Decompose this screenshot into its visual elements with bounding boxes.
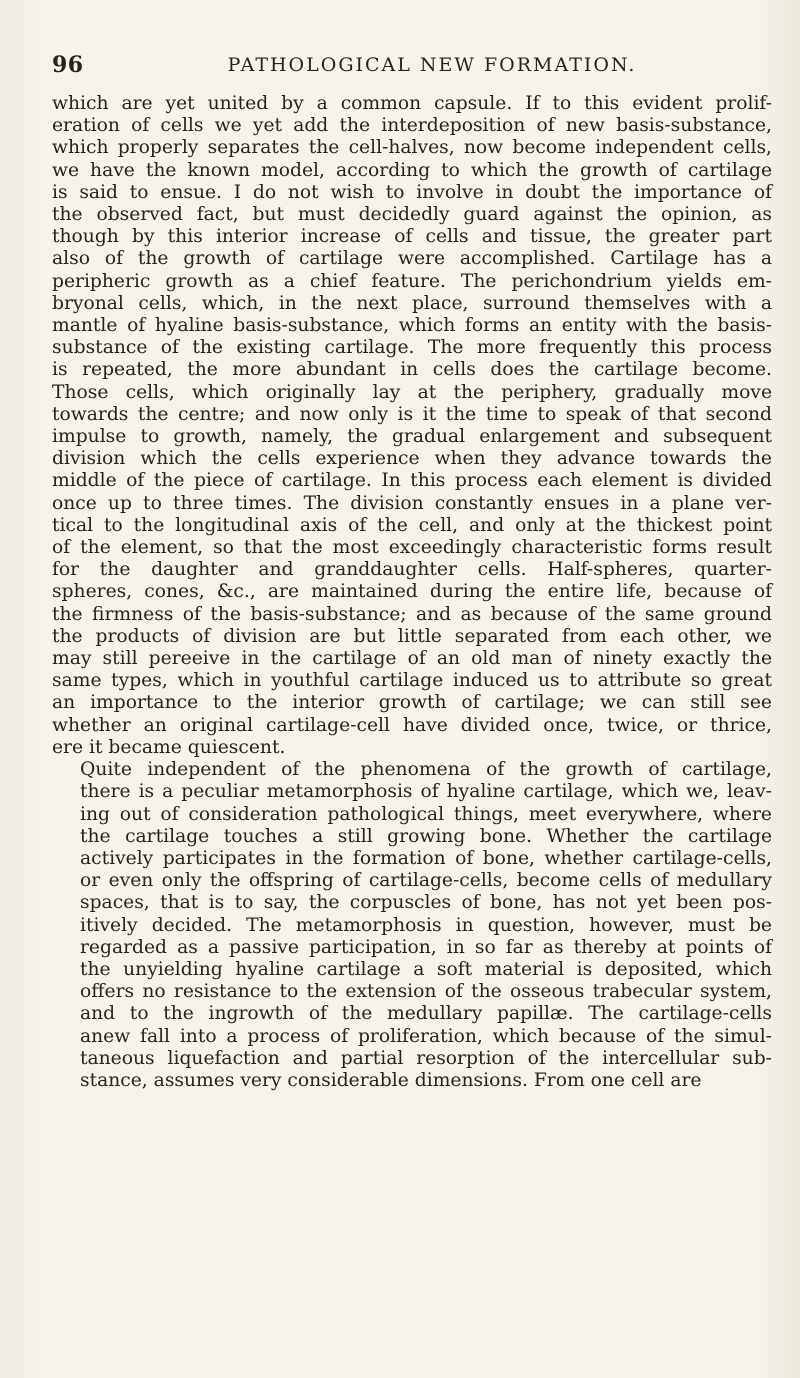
text-line: the unyielding hyaline cartilage a soft material is deposited, which	[80, 958, 772, 980]
text-line: though by this interior increase of cells and tissue, the greater part	[52, 226, 772, 248]
text-line: eration of cells we yet add the interdeposition of new basis-substance,	[52, 115, 772, 137]
page-header	[52, 52, 772, 82]
text-line: for the daughter and granddaughter cells. Half-spheres, quarter-	[52, 559, 772, 581]
paragraph	[52, 93, 772, 759]
text-line: peripheric growth as a chief feature. The perichondrium yields em-	[52, 270, 772, 292]
text-line: regarded as a passive participation, in so far as thereby at points of	[80, 936, 772, 958]
text-line: we have the known model, according to which the growth of cartilage	[52, 159, 772, 181]
text-line: an importance to the interior growth of cartilage; we can still see	[52, 692, 772, 714]
text-line: substance of the existing cartilage. The more frequently this process	[52, 337, 772, 359]
text-line: the observed fact, but must decidedly guard against the opinion, as	[52, 204, 772, 226]
text-line: bryonal cells, which, in the next place, surround themselves with a	[52, 292, 772, 314]
text-line: also of the growth of cartilage were accomplished. Cartilage has a	[52, 248, 772, 270]
text-line: towards the centre; and now only is it the time to speak of that second	[52, 403, 772, 425]
text-line: mantle of hyaline basis-substance, which forms an entity with the basis-	[52, 315, 772, 337]
running-head: PATHOLOGICAL NEW FORMATION.	[227, 54, 637, 76]
text-line: which properly separates the cell-halves, now become independent cells,	[52, 137, 772, 159]
text-line: middle of the piece of cartilage. In this process each element is divided	[52, 470, 772, 492]
text-line: may still pereeive in the cartilage of an old man of ninety exactly the	[52, 648, 772, 670]
text-line: is said to ensue. I do not wish to involve in doubt the importance of	[52, 181, 772, 203]
text-line: whether an original cartilage-cell have divided once, twice, or thrice,	[52, 714, 772, 736]
text-line: spaces, that is to say, the corpuscles of bone, has not yet been pos-	[80, 892, 772, 914]
text-line: the products of division are but little separated from each other, we	[52, 625, 772, 647]
text-line: of the element, so that the most exceedingly characteristic forms result	[52, 537, 772, 559]
text-line: tical to the longitudinal axis of the cell, and only at the thickest point	[52, 514, 772, 536]
text-line: ing out of consideration pathological things, meet everywhere, where	[80, 803, 772, 825]
text-line: once up to three times. The division constantly ensues in a plane ver-	[52, 492, 772, 514]
text-line: division which the cells experience when they advance towards the	[52, 448, 772, 470]
text-line: and to the ingrowth of the medullary papillæ. The cartilage-cells	[80, 1003, 772, 1025]
text-line: offers no resistance to the extension of the osseous trabecular system,	[80, 981, 772, 1003]
text-line: or even only the offspring of cartilage-cells, become cells of medullary	[80, 870, 772, 892]
text-line: there is a peculiar metamorphosis of hyaline cartilage, which we, leav-	[80, 781, 772, 803]
text-line: stance, assumes very considerable dimensions. From one cell are	[80, 1069, 702, 1091]
text-line: anew fall into a process of proliferation, which because of the simul-	[80, 1025, 772, 1047]
text-line: actively participates in the formation of bone, whether cartilage-cells,	[80, 847, 772, 869]
page-number: 96	[52, 52, 84, 78]
text-line: ere it became quiescent.	[52, 736, 286, 758]
text-line: the cartilage touches a still growing bone. Whether the cartilage	[80, 825, 772, 847]
text-line: impulse to growth, namely, the gradual enlargement and subsequent	[52, 426, 772, 448]
text-line: same types, which in youthful cartilage induced us to attribute so great	[52, 670, 772, 692]
body-text	[52, 93, 772, 1092]
text-line: which are yet united by a common capsule. If to this evident prolif-	[52, 93, 772, 114]
text-line: is repeated, the more abundant in cells does the cartilage become.	[52, 359, 772, 381]
text-line: spheres, cones, &c., are maintained during the entire life, because of	[52, 581, 772, 603]
text-line: Those cells, which originally lay at the periphery, gradually move	[52, 381, 772, 403]
text-line: the firmness of the basis-substance; and as because of the same ground	[52, 603, 772, 625]
text-line: taneous liquefaction and partial resorption of the intercellular sub-	[80, 1047, 772, 1069]
paragraph	[52, 759, 772, 1092]
text-line: itively decided. The metamorphosis in question, however, must be	[80, 914, 772, 936]
text-line: Quite independent of the phenomena of the growth of cartilage,	[80, 759, 772, 781]
